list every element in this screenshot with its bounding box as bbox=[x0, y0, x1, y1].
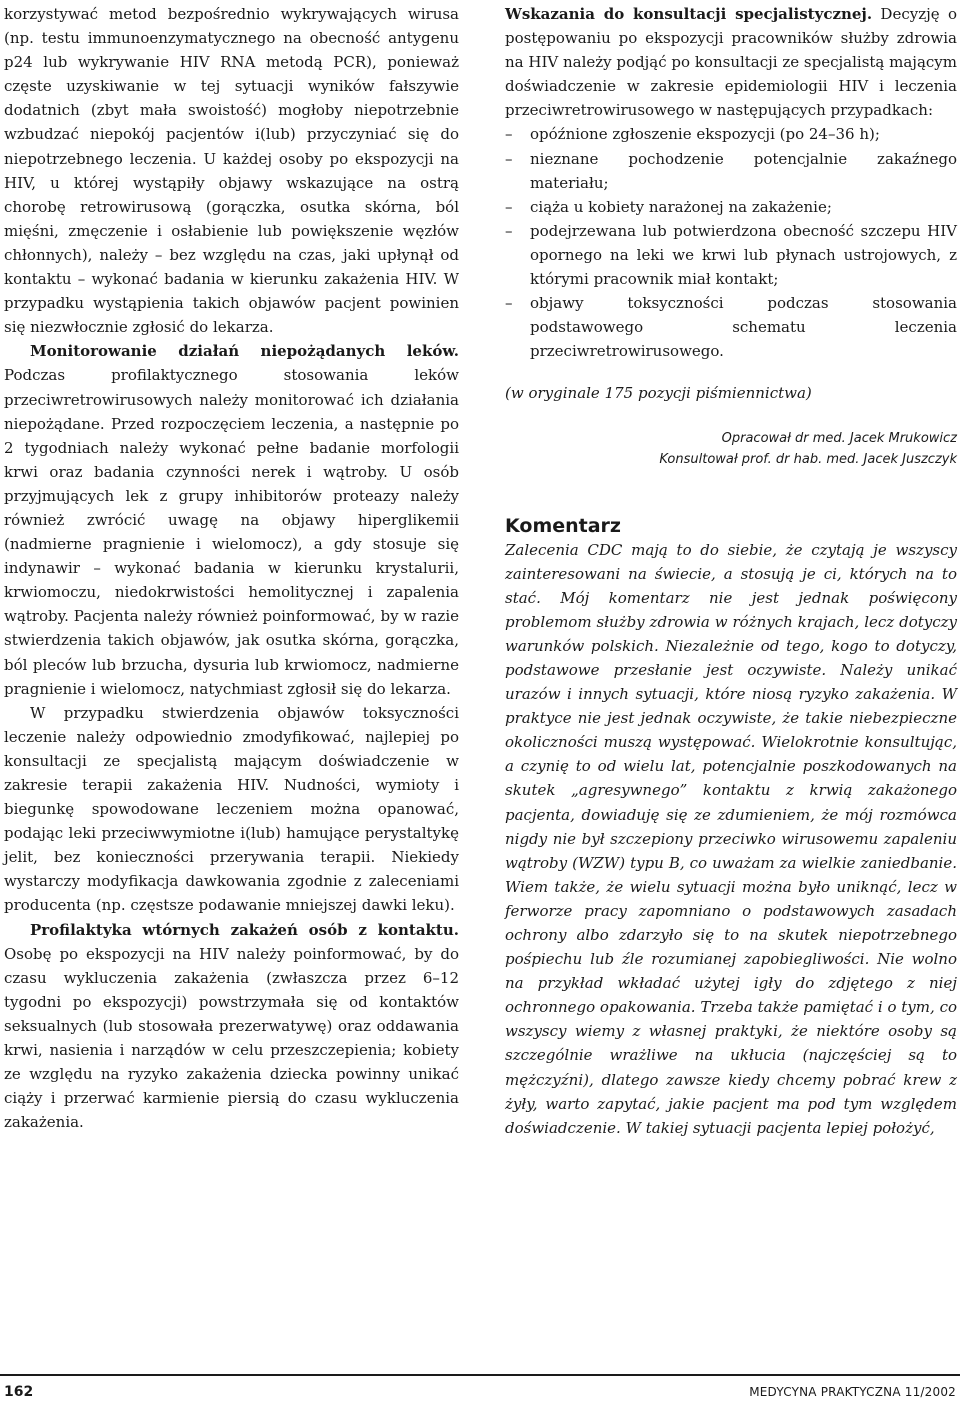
page-number: 162 bbox=[4, 1384, 34, 1400]
comment-title: Komentarz bbox=[505, 514, 621, 537]
list-item: – objawy toksyczności podczas stosowania podstawowego schematu leczenia przeciwretrowirusowego. bbox=[505, 291, 957, 363]
prepared-by: Opracował dr med. Jacek Mrukowicz bbox=[721, 430, 957, 446]
paragraph-consultation bbox=[505, 2, 957, 122]
heading-prophylaxis: Profilaktyka wtórnych zakażeń osób z kontaktu. bbox=[30, 920, 459, 939]
consultation-text: Decyzję o postępowaniu po ekspozycji pracowników służby zdrowia na HIV należy podjąć po konsultacji ze specjalistą mającym doświadczenie w zakresie epidemiologii HIV i leczenia przeciwretrowirusowego w następujących przypadkach: bbox=[505, 5, 957, 120]
list-item: – podejrzewana lub potwierdzona obecność szczepu HIV opornego na leki we krwi lub płynach ustrojowych, z którymi pracownik miał kontakt; bbox=[505, 219, 957, 291]
paragraph-symptoms: korzystywać metod bezpośrednio wykrywających wirusa (np. testu immunoenzymatycznego na obecność antygenu p24 lub wykrywanie HIV RNA metodą PCR), ponieważ częste uzyskiwanie w tej sytuacji wyników fałszywie dodatnich (zbyt mała swoistość) mogłoby niepotrzebnie wzbudzać niepokój pacjentów i(lub) przyczyniać się do niepotrzebnego leczenia. U każdej osoby po ekspozycji na HIV, u której wystąpiły objawy wskazujące na ostrą chorobę retrowirusową (gorączka, osutka skórna, ból mięśni, zmęczenie i osłabienie lub powiększenie węzłów chłonnych), należy – bez względu na czas, jaki upłynął od kontaktu – wykonać badania w kierunku zakażenia HIV. W przypadku wystąpienia takich objawów pacjent powinien się niezwłocznie zgłosić do lekarza. bbox=[4, 5, 459, 337]
heading-monitoring: Monitorowanie działań niepożądanych leków. bbox=[30, 342, 459, 361]
references-note: (w oryginale 175 pozycji piśmiennictwa) bbox=[505, 384, 812, 403]
paragraph-monitoring bbox=[4, 339, 459, 700]
monitoring-text: Podczas profilaktycznego stosowania leków przeciwretrowirusowych należy monitorować ich działania niepożądane. Przed rozpoczęciem leczenia, a następnie po 2 tygodniach należy wykonać pełne badanie morfologii krwi oraz badania czynności nerek i wątroby. U osób przyjmujących lek z grupy inhibitorów proteazy należy również zwrócić uwagę na objawy hiperglikemii (nadmierne pragnienie i wielomocz), a gdy stosuje się indynawir – wykonać badania w kierunku krystalurii, krwiomoczu, niedokrwistości hemolitycznej i zapalenia wątroby. Pacjenta należy również poinformować, by w razie stwierdzenia takich objawów, jak osutka skórna, gorączka, ból pleców lub brzucha, dysuria lub krwiomocz, nadmierne pragnienie i wielomocz, natychmiast zgłosił się do lekarza. bbox=[4, 366, 459, 698]
credits bbox=[505, 428, 957, 470]
list-item: – nieznane pochodzenie potencjalnie zakaźnego materiału; bbox=[505, 147, 957, 195]
left-column bbox=[4, 2, 459, 1134]
list-item: – opóźnione zgłoszenie ekspozycji (po 24–36 h); bbox=[505, 122, 957, 146]
journal-name: MEDYCYNA PRAKTYCZNA 11/2002 bbox=[749, 1385, 956, 1399]
comment-body: Zalecenia CDC mają to do siebie, że czytają je wszyscy zainteresowani na świecie, a stosują je ci, których na to stać. Mój komentarz nie jest jednak poświęcony problemom służby zdrowia w różnych krajach, lecz dotyczy warunków polskich. Niezależnie od tego, kogo to dotyczy, podstawowe przesłanie jest oczywiste. Należy unikać urazów i innych sytuacji, które niosą ryzyko zakażenia. W praktyce nie jest jednak oczywiste, że takie niebezpieczne okoliczności muszą występować. Wielokrotnie konsultując, a czynię to od wielu lat, potencjalnie poszkodowanych na skutek „agresywnego” kontaktu z krwią zakażonego pacjenta, dowiaduję się ze zdumieniem, że mój rozmówca nigdy nie był szczepiony przeciwko wirusowemu zapaleniu wątroby (WZW) typu B, co uważam za wielkie zaniedbanie. Wiem także, że wielu sytuacji można było uniknąć, lecz w ferworze pracy zapomniano o podstawowych zasadach ochrony albo zdarzyło się to na skutek niepotrzebnego pośpiechu lub źle rozumianej zapobiegliwości. Nie wolno na przykład wkładać użytej igły do zdjętego z niej ochronnego opakowania. Trzeba także pamiętać i o tym, co wszyscy wiemy z własnej praktyki, że niektóre osoby są szczególnie wrażliwe na ukłucia (najczęściej są to mężczyźni), dlatego zawsze kiedy chcemy pobrać krew z żyły, warto zapytać, jakie pacjent ma pod tym względem doświadczenie. W takiej sytuacji pacjenta lepiej położyć, bbox=[505, 540, 957, 1137]
list-item: – ciąża u kobiety narażonej na zakażenie; bbox=[505, 195, 957, 219]
right-column bbox=[505, 2, 957, 1140]
consultation-list bbox=[505, 122, 957, 363]
consulted-by: Konsultował prof. dr hab. med. Jacek Juszczyk bbox=[659, 451, 957, 467]
paragraph-toxicity: W przypadku stwierdzenia objawów toksyczności leczenie należy odpowiednio zmodyfikować, najlepiej po konsultacji ze specjalistą mającym doświadczenie w zakresie terapii zakażenia HIV. Nudności, wymioty i biegunkę spowodowane leczeniem można opanować, podając leki przeciwwymiotne i(lub) hamujące perystaltykę jelit, bez konieczności przerywania terapii. Niekiedy wystarczy modyfikacja dawkowania zgodnie z zaleceniami producenta (np. częstsze podawanie mniejszej dawki leku). bbox=[4, 703, 459, 915]
footer-divider bbox=[0, 1374, 960, 1376]
prophylaxis-text: Osobę po ekspozycji na HIV należy poinformować, by do czasu wykluczenia zakażenia (zwłaszcza przez 6–12 tygodni po ekspozycji) powstrzymała się od kontaktów seksualnych (lub stosowała prezerwatywę) oraz oddawania krwi, nasienia i narządów w celu przeszczepienia; kobiety ze względu na ryzyko zakażenia dziecka powinny unikać ciąży i przerwać karmienie piersią do czasu wykluczenia zakażenia. bbox=[4, 944, 459, 1132]
paragraph-prophylaxis bbox=[4, 918, 459, 1135]
heading-consultation: Wskazania do konsultacji specjalistycznej. bbox=[505, 5, 873, 23]
